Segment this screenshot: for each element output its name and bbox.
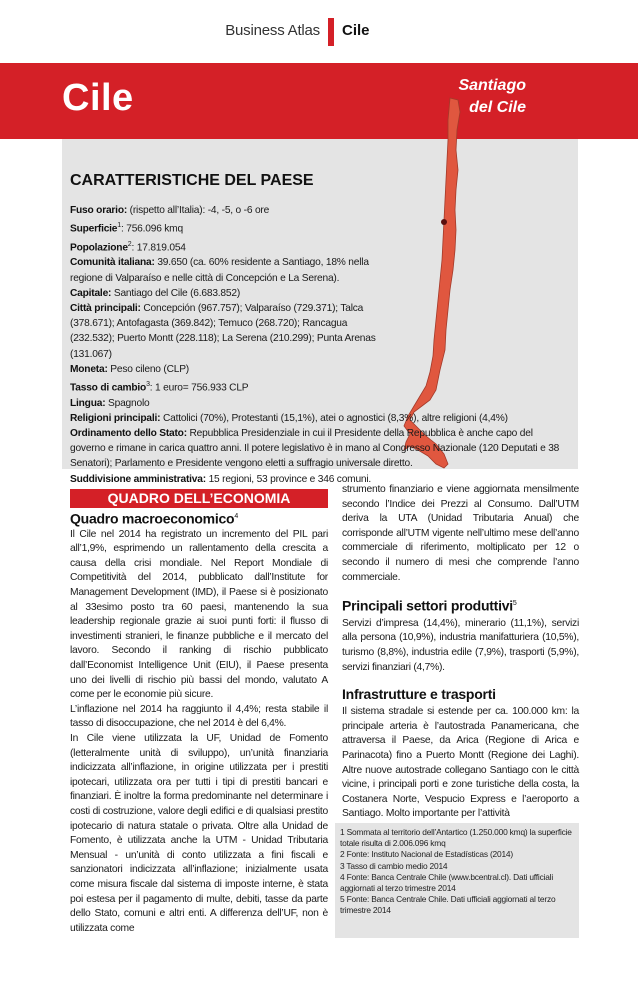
features-list xyxy=(70,203,570,487)
macro-paragraph-3: In Cile viene utilizzata la UF, Unidad de Fomento (letteralmente unità di sviluppo), un’unità finanziaria indicizzata all’inflazione, in origine utilizzata per i prestiti ipotecari, utilizzata ora per tutti i tipi di prestiti bancari e finanziari. È inoltre la forma predominante nel determinare i costi di costruzione, valore degli edifici e di qualsiasi prestito ipotecario di natura statale o privata. Oltre alla Unidad de Fomento, è utilizzata anche la UTM - Unidad Tributaria Mensual - un’unità di conto utilizzata a fini fiscali e sanzionatori indicizzata all’inflazione; inizialmente usata come misura fiscale dal sistema di imposte interne, è stata poi estesa per il pagamento di multe, debiti, tasse da parte dello Stato, comuni e altri enti. A differenza dell’UF, non è utilizzata come xyxy=(70,732,328,934)
fact-government: Ordinamento dello Stato: Repubblica Presidenziale in cui il Presidente della Repubblica è anche capo del governo e rimane in carica quattro anni. Il potere legislativo è in mano al Congresso Nazionale (120 Deputati e 38 Senatori); Parlamento e Presidente vengono eletti a suffragio universale diretto. xyxy=(70,428,560,470)
features-title: CARATTERISTICHE DEL PAESE xyxy=(70,172,314,189)
footnotes-box xyxy=(335,823,579,938)
macro-heading: Quadro macroeconomico$^4$ xyxy=(70,510,238,527)
fact-capital: Capitale: Santiago del Cile (6.683.852) xyxy=(70,287,241,299)
header-divider xyxy=(328,18,334,46)
economy-left-column xyxy=(70,508,328,936)
footnote-5: 5 Fonte: Banca Centrale Chile. Dati ufficiali aggiornati al terzo trimestre 2014 xyxy=(340,894,556,916)
capital-line-1: Santiago xyxy=(458,77,526,94)
fact-language: Lingua: Spagnolo xyxy=(70,397,150,409)
fact-currency: Moneta: Peso cileno (CLP) xyxy=(70,363,189,375)
fact-religions: Religioni principali: Cattolici (70%), Protestanti (15,1%), atei o agnostici (8,3%), altre religioni (4,4%) xyxy=(70,412,508,424)
fact-italian-community: Comunità italiana: 39.650 (ca. 60% residente a Santiago, 18% nella regione di Valparaíso e nelle città di Concepción e La Serena). xyxy=(70,257,369,284)
page-title: Cile xyxy=(62,77,134,119)
footnote-3: 3 Tasso di cambio medio 2014 xyxy=(340,860,448,871)
title-banner xyxy=(0,63,638,139)
fact-area: Superficie$^1$: 756.096 kmq xyxy=(70,222,183,235)
fact-time-zone: Fuso orario: (rispetto all’Italia): -4, -5, o -6 ore xyxy=(70,205,270,216)
header-publication: Business Atlas xyxy=(225,22,320,39)
infrastructure-heading: Infrastrutture e trasporti xyxy=(342,686,496,703)
fact-administrative-division: Suddivisione amministrativa: 15 regioni, 53 province e 346 comuni. xyxy=(70,473,372,485)
fact-main-cities: Città principali: Concepción (967.757); Valparaíso (729.371); Talca (378.671); Antofagasta (369.842); Temuco (268.720); Rancagua (232.532); Puerto Montt (228.118); La Serena (210.299); Punta Arenas (131.067) xyxy=(70,303,376,360)
footnote-1: 1 Sommata al territorio dell’Antartico (1.250.000 kmq) la superficie totale risulta di 2.006.096 kmq xyxy=(340,827,572,849)
fact-population: Popolazione$^2$: 17.819.054 xyxy=(70,240,186,254)
sectors-heading: Principali settori produttivi$^5$ xyxy=(342,597,517,614)
economy-right-column xyxy=(342,483,579,822)
sectors-paragraph: Servizi d’impresa (14,4%), minerario (11,1%), servizi alla persona (10,9%), industria manifatturiera (10,5%), turismo (8,8%), industria edile (7,9%), trasporti (5,9%), servizi finanziari (4,7%). xyxy=(342,617,579,673)
page-header xyxy=(0,14,638,44)
economy-section-badge: QUADRO DELL’ECONOMIA xyxy=(70,489,328,508)
header-country: Cile xyxy=(342,22,370,39)
macro-paragraph-2: L’inflazione nel 2014 ha raggiunto il 4,4%; resta stabile il tasso di disoccupazione, che nel 2014 è del 6,4%. xyxy=(70,703,328,730)
fact-exchange-rate: Tasso di cambio$^3$: 1 euro= 756.933 CLP xyxy=(70,381,249,394)
uta-paragraph: strumento finanziario e viene aggiornata mensilmente secondo l’Indice dei Prezzi al Consumo. Dall’UTM deriva la UTA (Unidad Tributaria Anual) che corrisponde all’UTM vigente nell’ultimo mese dell’anno commerciale di riferimento, moltiplicato per 12 o secondo il numero di mesi che comprende l’anno commerciale. xyxy=(342,484,579,583)
macro-paragraph-1: Il Cile nel 2014 ha registrato un incremento del PIL pari all’1,9%, esprimendo un rallentamento della crescita a causa della crisi mondiale. Nel Report Mondiale di Competitività del 2014, pubblicato dall’Institute for Management Development (IMD), il Paese si è posizionato al 33esimo posto tra 60 paesi, mantenendo la sua leadership regionale grazie ai suoi punti forti: il flusso di investimenti stranieri, le finanze pubbliche e il mercato del lavoro. Secondo il ranking di rischio pubblicato dall’Economist Intelligence Unit (EIU), il Paese presenta uno dei livelli di rischio più bassi del mondo, valutato A come per le economie più sicure. xyxy=(70,528,328,701)
footnote-4: 4 Fonte: Banca Centrale Chile (www.bcentral.cl). Dati ufficiali aggiornati al terzo trimestre 2014 xyxy=(340,871,554,894)
capital-line-2: del Cile xyxy=(469,99,526,116)
infrastructure-paragraph: Il sistema stradale si estende per ca. 100.000 km: la principale arteria è l’autostrada Panamericana, che attraversa il Paese, da Arica (Regione di Arica e Parinacota) fino a Puerto Montt (Regione dei Laghi). Altre nuove autostrade collegano Santiago con le città vicine, i principali porti e zone turistiche della costa, la Costanera Norte, Vespucio Express e l’aeroporto a Santiago. Molto importante per l’attività xyxy=(342,706,579,820)
footnote-2: 2 Fonte: Instituto Nacional de Estadísticas (2014) xyxy=(340,849,513,860)
